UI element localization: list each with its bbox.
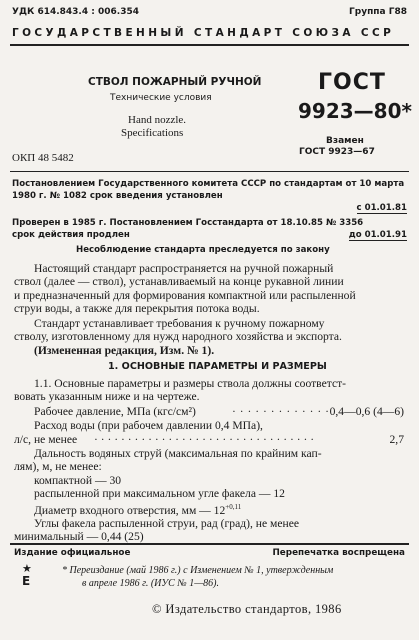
copyright: © Издательство стандартов, 1986 xyxy=(152,602,342,616)
standard-banner: ГОСУДАРСТВЕННЫЙ СТАНДАРТ СОЮЗА ССР xyxy=(12,27,395,39)
clause-1-1 xyxy=(14,377,404,404)
text-line: вовать указанным ниже и на чертеже. xyxy=(14,390,200,404)
text-line: ствол (далее — ствол), устанавливаемый на конце рукавной линии xyxy=(14,275,344,289)
gost-number: 9923—80* xyxy=(298,99,412,123)
text-line: лям), м, не менее: xyxy=(14,460,102,474)
gost-label: ГОСТ xyxy=(318,70,386,95)
replaces-value: ГОСТ 9923—67 xyxy=(299,147,375,157)
footnote-line2: в апреле 1986 г. (ИУС № 1—86). xyxy=(82,578,219,589)
decree-line4: срок действия продлен xyxy=(12,230,130,240)
param-value: 2,7 xyxy=(389,433,404,446)
text-line: Стандарт устанавливает требования к ручному пожарному xyxy=(34,317,325,330)
title-english-1: Hand nozzle. xyxy=(128,114,187,126)
edition-mark: Е xyxy=(22,574,31,588)
param-label: Расход воды (при рабочем давлении 0,4 МПа), xyxy=(34,419,263,432)
text-line: Дальность водяных струй (максимальная по крайним кап- xyxy=(34,447,322,460)
text-line: струи воды, а также для перекрытия потока воды. xyxy=(14,302,260,316)
reprint-banned: Перепечатка воспрещена xyxy=(272,548,405,558)
text-line: Углы факела распыленной струи, рад (град), не менее xyxy=(34,516,300,530)
intro-paragraph-1 xyxy=(14,262,404,316)
decree-line3: Проверен в 1985 г. Постановлением Госстандарта от 18.10.85 № 3356 xyxy=(12,218,364,228)
doc-subtitle: Технические условия xyxy=(110,93,212,103)
text-line: стволу, изготовленному для нужд народного хозяйства и экспорта. xyxy=(14,330,342,344)
law-warning: Несоблюдение стандарта преследуется по закону xyxy=(76,245,330,255)
diameter-tolerance: +0,11 xyxy=(225,502,242,511)
doc-title: СТВОЛ ПОЖАРНЫЙ РУЧНОЙ xyxy=(88,76,262,88)
decree-date-in: с 01.01.81 xyxy=(356,203,407,213)
okp-code: ОКП 48 5482 xyxy=(12,152,74,164)
decree-line2: 1980 г. № 1082 срок введения установлен xyxy=(12,191,223,201)
decree-line1: Постановлением Государственного комитета СССР по стандартам от 10 марта xyxy=(12,179,405,189)
text-line: и предназначенный для формирования компактной или распыленной xyxy=(14,288,356,302)
param-value: 0,4—0,6 (4—6) xyxy=(329,405,404,418)
title-english-2: Specifications xyxy=(121,127,184,139)
leader-dots: · · · · · · · · · · · · · xyxy=(232,405,330,418)
leader-dots: · · · · · · · · · · · · · · · · · · · · · · · · · · · · · · · · · xyxy=(94,433,315,446)
decree-date-until: до 01.01.91 xyxy=(348,230,407,240)
text-line: Настоящий стандарт распространяется на ручной пожарный xyxy=(34,262,334,275)
title-rule xyxy=(10,171,409,172)
header-rule xyxy=(10,44,409,46)
param-diameter xyxy=(14,501,404,517)
param-pressure xyxy=(14,405,404,419)
amendment-note: (Измененная редакция, Изм. № 1). xyxy=(34,343,215,357)
param-label: л/с, не менее xyxy=(14,433,78,446)
intro-paragraph-2 xyxy=(14,317,404,357)
udk-code: УДК 614.843.4 : 006.354 xyxy=(12,7,139,17)
replaces-label: Взамен xyxy=(326,136,364,146)
section-heading: 1. ОСНОВНЫЕ ПАРАМЕТРЫ И РАЗМЕРЫ xyxy=(108,361,327,372)
param-flow-title xyxy=(14,419,404,433)
star-mark-icon: ★ xyxy=(22,563,32,575)
range-spray: распыленной при максимальном угле факела — 12 xyxy=(34,487,285,501)
footnote-line1: * Переиздание (май 1986 г.) с Изменением № 1, утвержденным xyxy=(62,565,334,576)
diameter-text: Диаметр входного отверстия, мм — 12 xyxy=(34,503,226,517)
range-compact: компактной — 30 xyxy=(34,473,122,487)
footer-rule xyxy=(10,543,409,545)
param-label: Рабочее давление, МПа (кгс/см²) xyxy=(34,405,196,418)
official-edition: Издание официальное xyxy=(14,548,131,558)
param-flow xyxy=(14,433,404,447)
param-range xyxy=(14,447,404,544)
group-code: Группа Г88 xyxy=(349,7,407,17)
angle-minimum: минимальный — 0,44 (25) xyxy=(14,530,144,544)
text-line: 1.1. Основные параметры и размеры ствола должны соответст- xyxy=(34,377,347,390)
